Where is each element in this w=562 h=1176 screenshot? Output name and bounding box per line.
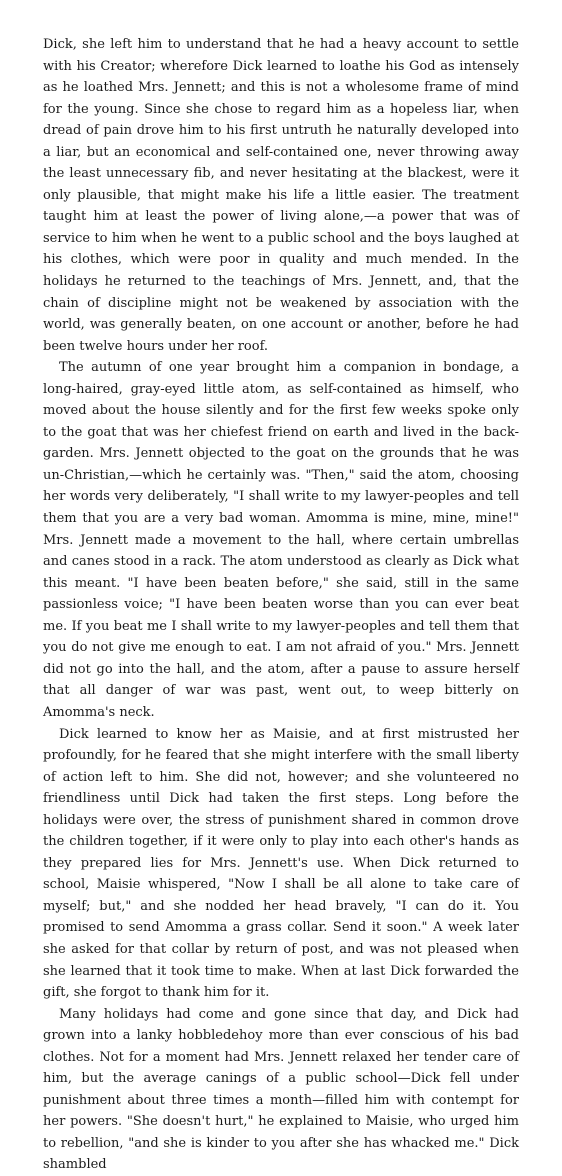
paragraph-3: Dick learned to know her as Maisie, and at first mistrusted her profoundly, for he feared that she might interfere with the small liberty of action left to him. She did not, however; and she volunteered no friendliness until Dick had taken the first steps. Long before the holidays were over, the stress of punishment shared in common drove the children together, if it were only to play into each other's hands as they prepared lies for Mrs. Jennett's use. When Dick returned to school, Maisie whispered, "Now I shall be all alone to take care of myself; but," and she nodded her head bravely, "I can do it. You promised to send Amomma a grass collar. Send it soon." A week later she asked for that collar by return of post, and was not pleased when she learned that it took time to make. When at last Dick forwarded the gift, she forgot to thank him for it. — [43, 726, 519, 1001]
paragraph-1: Dick, she left him to understand that he had a heavy account to settle with his Creator; wherefore Dick learned to loathe his God as intensely as he loathed Mrs. Jennett; and this is not a wholesome frame of mind for the young. Since she chose to regard him as a hopeless liar, when dread of pain drove him to his first untruth he naturally developed into a liar, but an economical and self-contained one, never throwing away the least unnecessary fib, and never hesitating at the blackest, were it only plausible, that might make his life a little easier. The treatment taught him at least the power of living alone,—a power that was of service to him when he went to a public school and the boys laughed at his clothes, which were poor in quality and much mended. In the holidays he returned to the teachings of Mrs. Jennett, and, that the chain of discipline might not be weakened by association with the world, was generally beaten, on one account or another, before he had been twelve hours under her roof. — [43, 37, 519, 354]
paragraph-4: Many holidays had come and gone since that day, and Dick had grown into a lanky hobbledehoy more than ever conscious of his bad clothes. Not for a moment had Mrs. Jennett relaxed her tender care of him, but the average canings of a public school—Dick fell under punishment about three times a month—filled him with contempt for her powers. "She doesn't hurt," he explained to Maisie, who urged him to rebellion, "and she is kinder to you after she has whacked me." Dick shambled — [43, 1006, 519, 1173]
paragraph-2: The autumn of one year brought him a companion in bondage, a long-haired, gray-eyed little atom, as self-contained as himself, who moved about the house silently and for the first few weeks spoke only to the goat that was her chiefest friend on earth and lived in the back-garden. Mrs. Jennett objected to the goat on the grounds that he was un-Christian,—which he certainly was. "Then," said the atom, choosing her words very deliberately, "I shall write to my lawyer-peoples and tell them that you are a very bad woman. Amomma is mine, mine, mine!" Mrs. Jennett made a movement to the hall, where certain umbrellas and canes stood in a rack. The atom understood as clearly as Dick what this meant. "I have been beaten before," she said, still in the same passionless voice; "I have been beaten worse than you can ever beat me. If you beat me I shall write to my lawyer-peoples and tell them that you do not give me enough to eat. I am not afraid of you." Mrs. Jennett did not go into the hall, and the atom, after a pause to assure herself that all danger of war was past, went out, to weep bitterly on Amomma's neck. — [43, 360, 519, 720]
